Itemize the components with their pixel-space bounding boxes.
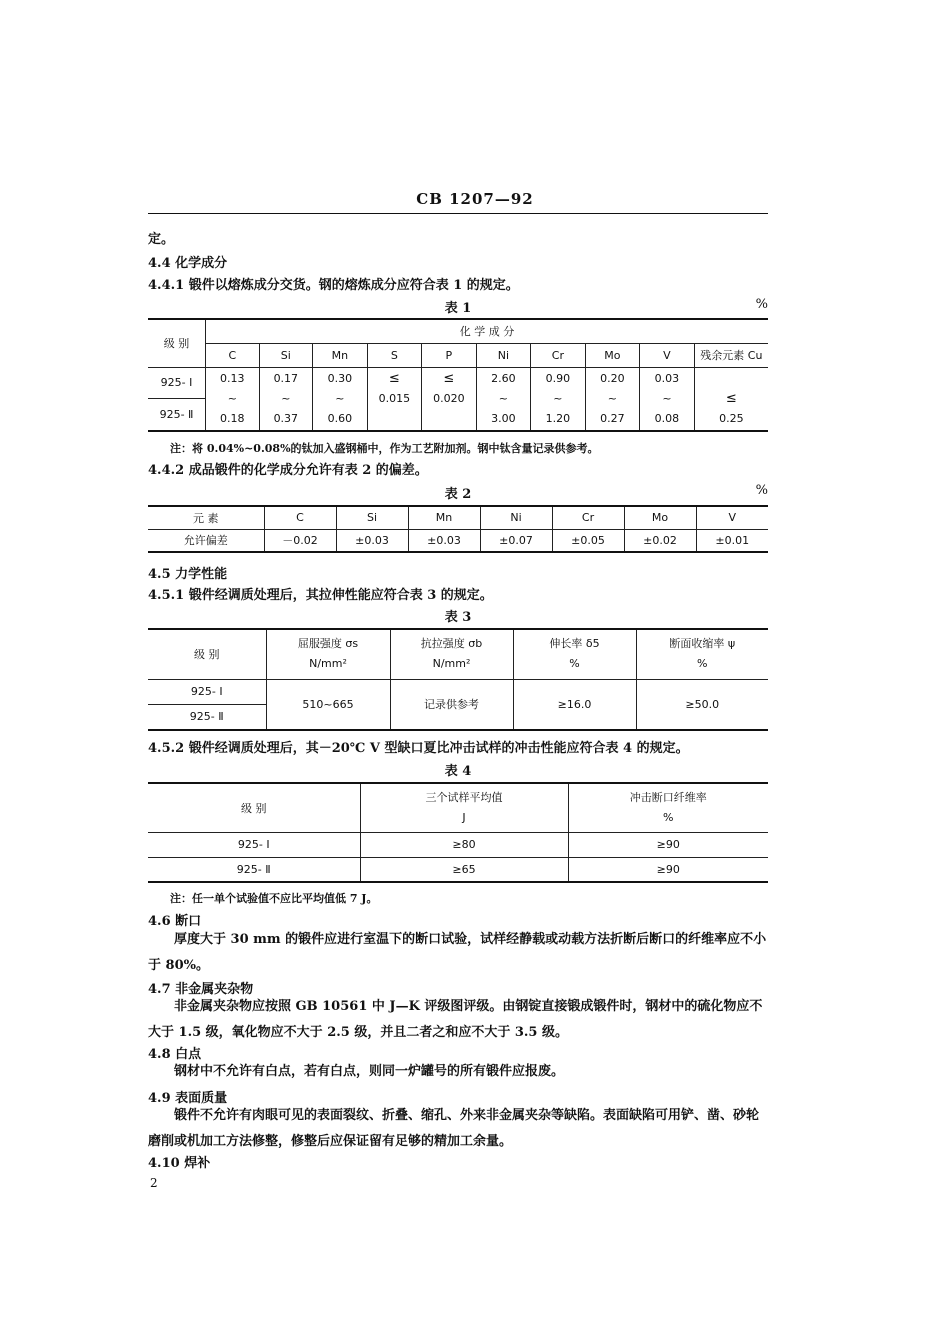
elongation-label: 伸长率 δ5: [549, 637, 600, 651]
section-4-8-text: 钢材中不允许有白点，若有白点，则同一炉罐号的所有锻件应报废。: [174, 1064, 565, 1079]
le-sign: ≤: [725, 390, 737, 406]
page-number: 2: [150, 1176, 158, 1190]
table1-range-c: [206, 367, 260, 431]
tensile-unit: N/mm²: [432, 657, 471, 671]
section-4-5-1-text: 4.5.1 锻件经调质处理后，其拉伸性能应符合表 3 的规定。: [148, 588, 493, 603]
section-4-8-title: 4.8 白点: [148, 1047, 202, 1062]
table1-col-header: Si: [259, 343, 313, 367]
table3-header-tensile: [390, 629, 513, 679]
table3-header-reduction: [636, 629, 768, 679]
section-4-8-body: [148, 1059, 768, 1085]
table2-unit: %: [755, 483, 768, 498]
table2-col-header: Mo: [624, 506, 696, 529]
table2-col-header: C: [264, 506, 336, 529]
table4: [148, 782, 768, 883]
table1-range-cr: [531, 367, 586, 431]
table1-col-header: V: [640, 343, 695, 367]
table1-limit-p: [422, 367, 477, 431]
table2-value: ±0.02: [624, 529, 696, 552]
table1-col-header: C: [206, 343, 260, 367]
table1-note: 注：将 0.04%~0.08%的钛加入盛钢桶中，作为工艺附加剂。钢中钛含量记录供参考。: [170, 442, 599, 455]
table4-grade: 925- Ⅰ: [148, 832, 360, 857]
table4-average-value: ≥80: [360, 832, 568, 857]
table1-range-ni: [476, 367, 531, 431]
range-tilde: ~: [335, 391, 345, 405]
average-unit: J: [462, 810, 466, 824]
range-tilde: ~: [281, 391, 291, 405]
fiber-unit: %: [663, 810, 674, 824]
table1-col-header: Mn: [313, 343, 368, 367]
table4-caption: 表 4: [444, 764, 472, 779]
section-4-10-title: 4.10 焊补: [148, 1156, 211, 1171]
table3-elongation-value: ≥16.0: [513, 679, 636, 730]
table3-header-yield: [266, 629, 390, 679]
min-value: 0.20: [600, 371, 625, 385]
table1: [148, 318, 768, 432]
table2-col-header: Cr: [552, 506, 624, 529]
max-value: 1.20: [545, 411, 571, 425]
table1-col-header: Ni: [476, 343, 531, 367]
table1-range-v: [640, 367, 695, 431]
yield-unit: N/mm²: [309, 657, 347, 671]
table1-header-group: 化 学 成 分: [206, 319, 768, 343]
table2-col-header: Mn: [408, 506, 480, 529]
fiber-label: 冲击断口纤维率: [629, 790, 707, 804]
section-4-6-title: 4.6 断口: [148, 914, 202, 929]
table1-col-header: 残余元素 Cu: [694, 343, 768, 367]
table1-grade-2: 925- Ⅱ: [159, 407, 194, 421]
max-value: 0.27: [600, 411, 625, 425]
min-value: 0.13: [220, 371, 245, 385]
table4-fiber-value: ≥90: [568, 857, 768, 882]
range-tilde: ~: [227, 391, 237, 405]
le-sign: ≤: [443, 370, 455, 386]
table4-header-grade: 级 别: [148, 783, 360, 832]
table3-yield-value: 510~665: [266, 679, 390, 730]
max-value: 0.25: [719, 411, 744, 425]
max-value: 0.60: [327, 411, 353, 425]
max-value: 0.015: [378, 391, 411, 405]
table2-value: ±0.01: [696, 529, 768, 552]
table3-header-grade: 级 别: [148, 629, 266, 679]
intro-tail: 定。: [148, 232, 175, 247]
table2-col-header: V: [696, 506, 768, 529]
table4-grade: 925- Ⅱ: [148, 857, 360, 882]
table1-range-si: [259, 367, 313, 431]
table1-limit-s: [367, 367, 422, 431]
table3-tensile-value: 记录供参考: [390, 679, 513, 730]
table2-caption-text: 表 2: [444, 487, 472, 502]
section-4-5-title: 4.5 力学性能: [148, 567, 228, 582]
table3-grade-1: 925- Ⅰ: [148, 680, 266, 705]
range-tilde: ~: [662, 391, 672, 405]
section-4-5-2-text: 4.5.2 锻件经调质处理后，其－20℃ V 型缺口夏比冲击试样的冲击性能应符合表 4 的规定。: [148, 741, 689, 756]
max-value: 0.18: [220, 411, 245, 425]
section-4-9-text: 锻件不允许有肉眼可见的表面裂纹、折叠、缩孔、外来非金属夹杂等缺陷。表面缺陷可用铲、凿、砂轮磨削或机加工方法修整，修整后应保证留有足够的精加工余量。: [148, 1108, 760, 1149]
table1-caption-text: 表 1: [444, 301, 472, 316]
le-sign: ≤: [388, 370, 400, 386]
table4-average-value: ≥65: [360, 857, 568, 882]
table2-value: ±0.05: [552, 529, 624, 552]
table3-grade-2: 925- Ⅱ: [189, 709, 224, 723]
table2-col-header: Si: [336, 506, 408, 529]
section-4-6-body: [148, 927, 768, 979]
table1-unit: %: [755, 297, 768, 312]
section-4-7-title: 4.7 非金属夹杂物: [148, 982, 254, 997]
table2-value: ±0.07: [480, 529, 552, 552]
table1-col-header: S: [367, 343, 422, 367]
table2-row-label: 允许偏差: [148, 529, 264, 552]
table1-range-mo: [585, 367, 640, 431]
section-4-7-body: [148, 994, 768, 1046]
yield-label: 屈服强度 σs: [297, 637, 359, 651]
elongation-unit: %: [569, 657, 580, 671]
reduction-unit: %: [697, 657, 708, 671]
range-tilde: ~: [498, 391, 508, 405]
max-value: 3.00: [491, 411, 516, 425]
table1-col-header: P: [422, 343, 477, 367]
table1-range-mn: [313, 367, 368, 431]
reduction-label: 断面收缩率 ψ: [669, 637, 736, 651]
section-4-6-text: 厚度大于 30 mm 的锻件应进行室温下的断口试验，试样经静载或动载方法折断后断口的纤维率应不小于 80%。: [148, 932, 767, 973]
min-value: 0.90: [545, 371, 571, 385]
table3-grade-cell: [148, 679, 266, 730]
max-value: 0.020: [433, 391, 465, 405]
table1-col-header: Mo: [585, 343, 640, 367]
table1-header-grade: 级 别: [148, 319, 206, 367]
table1-grade-1: 925- Ⅰ: [148, 368, 205, 399]
table4-fiber-value: ≥90: [568, 832, 768, 857]
min-value: 2.60: [491, 371, 516, 385]
table4-header-average: [360, 783, 568, 832]
table1-grade-cell: [148, 367, 206, 431]
section-4-9-title: 4.9 表面质量: [148, 1091, 228, 1106]
section-4-4-2-text: 4.4.2 成品锻件的化学成分允许有表 2 的偏差。: [148, 463, 428, 478]
max-value: 0.08: [654, 411, 680, 425]
table2-value: ±0.03: [408, 529, 480, 552]
table4-header-fiber: [568, 783, 768, 832]
range-tilde: ~: [607, 391, 618, 405]
table2-header-element: 元 素: [148, 506, 264, 529]
section-4-4-title: 4.4 化学成分: [148, 256, 228, 271]
table3-reduction-value: ≥50.0: [636, 679, 768, 730]
table1-caption: [148, 297, 768, 316]
table2-value: －0.02: [264, 529, 336, 552]
range-tilde: ~: [553, 391, 563, 405]
table2-col-header: Ni: [480, 506, 552, 529]
section-4-4-1-text: 4.4.1 锻件以熔炼成分交货。钢的熔炼成分应符合表 1 的规定。: [148, 278, 519, 293]
tensile-label: 抗拉强度 σb: [420, 637, 483, 651]
table3-caption: 表 3: [444, 610, 472, 625]
table3: [148, 628, 768, 731]
min-value: 0.03: [654, 371, 680, 385]
min-value: 0.30: [327, 371, 353, 385]
table2-caption: [148, 483, 768, 502]
table2: [148, 505, 768, 553]
table2-value: ±0.03: [336, 529, 408, 552]
max-value: 0.37: [273, 411, 299, 425]
section-4-9-body: [148, 1103, 768, 1155]
table1-col-header: Cr: [531, 343, 586, 367]
table1-limit-cu: [694, 367, 768, 431]
table3-header-elongation: [513, 629, 636, 679]
section-4-7-text: 非金属夹杂物应按照 GB 10561 中 J—K 评级图评级。由钢锭直接锻成锻件时，钢材中的硫化物应不大于 1.5 级，氧化物应不大于 2.5 级，并且二者之和应不大于 3.5 级。: [148, 999, 763, 1040]
min-value: 0.17: [273, 371, 299, 385]
average-label: 三个试样平均值: [425, 790, 503, 804]
table4-note: 注：任一单个试验值不应比平均值低 7 J。: [170, 892, 378, 905]
document-header: CB 1207—92: [416, 190, 534, 208]
header-rule: [148, 213, 768, 214]
